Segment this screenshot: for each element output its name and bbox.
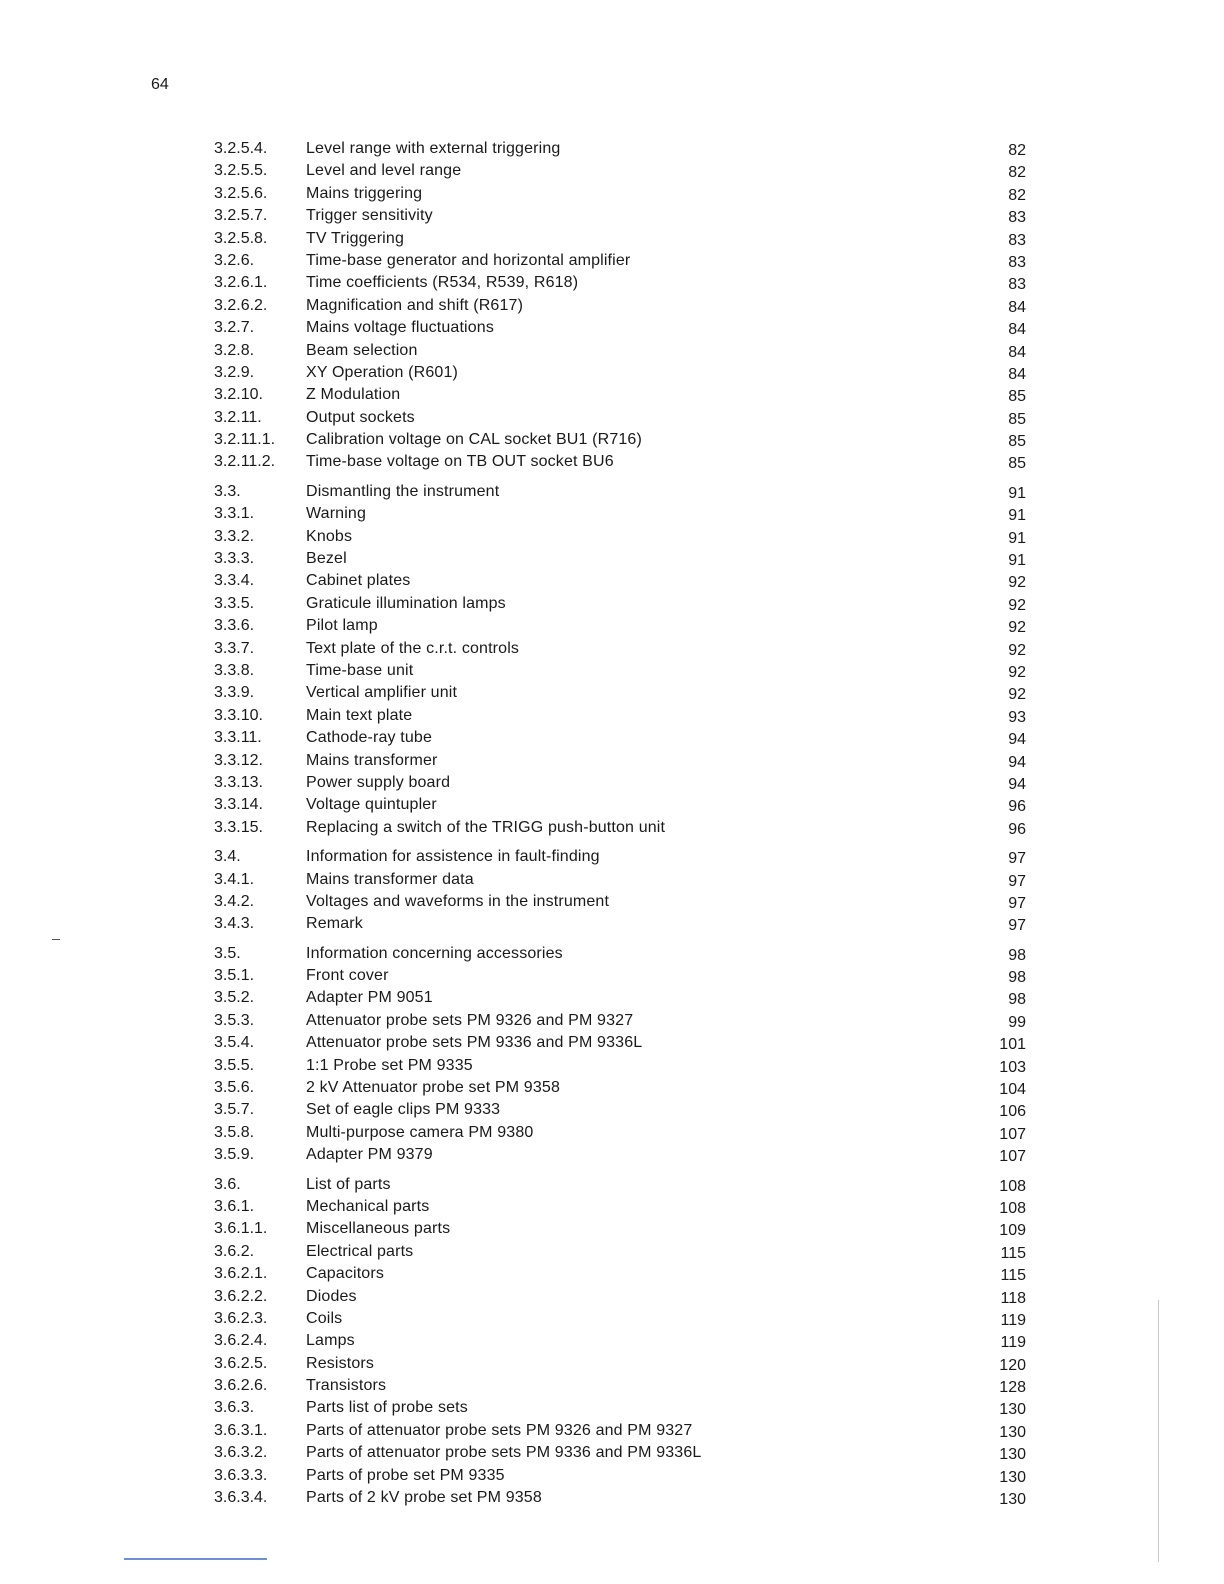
toc-entry-page: 130	[999, 1446, 1026, 1464]
toc-entry-title: Level and level range	[306, 162, 462, 180]
toc-entry-title: Voltage quintupler	[306, 796, 437, 814]
toc-entry-page: 107	[999, 1148, 1026, 1166]
toc-entry[interactable]	[214, 1286, 1026, 1308]
toc-entry-title: Z Modulation	[306, 386, 401, 404]
toc-entry-page: 109	[999, 1222, 1026, 1240]
toc-entry-number: 3.2.10.	[214, 386, 263, 404]
toc-entry[interactable]	[214, 1353, 1026, 1375]
toc-entry-title: Information for assistence in fault-finding	[306, 848, 600, 866]
toc-entry[interactable]	[214, 705, 1026, 727]
toc-entry-page: 85	[1008, 433, 1026, 451]
toc-entry[interactable]	[214, 138, 1026, 160]
toc-entry-number: 3.3.10.	[214, 706, 263, 724]
toc-entry[interactable]	[214, 272, 1026, 294]
toc-entry-title: Time-base unit	[306, 661, 414, 679]
toc-entry-title: Graticule illumination lamps	[306, 594, 506, 612]
toc-entry-page: 85	[1008, 455, 1026, 473]
toc-entry-number: 3.5.9.	[214, 1146, 255, 1164]
toc-entry-title: Adapter PM 9379	[306, 1146, 433, 1164]
toc-entry-page: 97	[1008, 850, 1026, 868]
toc-entry[interactable]	[214, 987, 1026, 1009]
toc-entry-title: Lamps	[306, 1332, 355, 1350]
toc-entry[interactable]	[214, 481, 1026, 503]
toc-entry[interactable]	[214, 1099, 1026, 1121]
toc-entry[interactable]	[214, 1465, 1026, 1487]
toc-entry[interactable]	[214, 228, 1026, 250]
toc-entry-page: 97	[1008, 917, 1026, 935]
toc-entry-number: 3.2.5.5.	[214, 162, 268, 180]
toc-entry-title: Multi-purpose camera PM 9380	[306, 1123, 534, 1141]
toc-entry-number: 3.3.	[214, 482, 241, 500]
toc-entry-number: 3.6.3.4.	[214, 1489, 268, 1507]
toc-entry[interactable]	[214, 451, 1026, 473]
toc-entry-number: 3.3.5.	[214, 594, 255, 612]
toc-entry-page: 92	[1008, 596, 1026, 614]
toc-entry-title: Information concerning accessories	[306, 944, 563, 962]
toc-entry-title: Mains triggering	[306, 184, 423, 202]
toc-section	[214, 943, 1026, 1167]
toc-entry-title: Cathode-ray tube	[306, 729, 433, 747]
toc-entry-number: 3.5.4.	[214, 1034, 255, 1052]
toc-entry-number: 3.2.11.2.	[214, 453, 276, 471]
toc-entry-title: Remark	[306, 915, 363, 933]
toc-entry-title: Electrical parts	[306, 1242, 414, 1260]
toc-entry-number: 3.6.	[214, 1175, 241, 1193]
toc-entry-title: Dismantling the instrument	[306, 482, 500, 500]
toc-entry-title: Trigger sensitivity	[306, 207, 433, 225]
toc-entry-page: 91	[1008, 552, 1026, 570]
toc-entry[interactable]	[214, 1218, 1026, 1240]
margin-line	[1158, 1300, 1159, 1562]
toc-entry-title: Main text plate	[306, 706, 413, 724]
toc-entry-title: Parts of 2 kV probe set PM 9358	[306, 1489, 542, 1507]
toc-entry-number: 3.6.2.	[214, 1242, 255, 1260]
toc-entry-number: 3.3.13.	[214, 773, 263, 791]
toc-entry-title: Set of eagle clips PM 9333	[306, 1101, 501, 1119]
toc-entry-page: 130	[999, 1401, 1026, 1419]
toc-entry-title: Parts of attenuator probe sets PM 9336 and PM 9336L	[306, 1444, 702, 1462]
toc-entry[interactable]	[214, 183, 1026, 205]
toc-entry-title: Transistors	[306, 1377, 387, 1395]
toc-entry-page: 92	[1008, 663, 1026, 681]
toc-entry[interactable]	[214, 727, 1026, 749]
toc-entry-page: 104	[999, 1081, 1026, 1099]
toc-entry[interactable]	[214, 750, 1026, 772]
toc-entry-page: 91	[1008, 507, 1026, 525]
toc-entry-page: 96	[1008, 798, 1026, 816]
toc-entry-number: 3.3.2.	[214, 527, 255, 545]
toc-entry[interactable]	[214, 638, 1026, 660]
toc-entry-number: 3.2.11.	[214, 408, 262, 426]
toc-entry-page: 92	[1008, 641, 1026, 659]
toc-entry-title: Vertical amplifier unit	[306, 684, 458, 702]
toc-entry-title: Time coefficients (R534, R539, R618)	[306, 274, 579, 292]
toc-entry-number: 3.6.2.1.	[214, 1265, 268, 1283]
toc-entry-page: 99	[1008, 1013, 1026, 1031]
toc-entry[interactable]	[214, 682, 1026, 704]
toc-entry[interactable]	[214, 407, 1026, 429]
toc-entry[interactable]	[214, 340, 1026, 362]
toc-entry[interactable]	[214, 846, 1026, 868]
toc-entry-number: 3.6.2.2.	[214, 1287, 268, 1305]
toc-entry-title: Parts of probe set PM 9335	[306, 1466, 505, 1484]
toc-entry-number: 3.5.2.	[214, 989, 255, 1007]
toc-entry-title: Front cover	[306, 967, 389, 985]
toc-entry[interactable]	[214, 548, 1026, 570]
toc-entry-page: 84	[1008, 365, 1026, 383]
toc-entry-page: 107	[999, 1125, 1026, 1143]
toc-entry[interactable]	[214, 1055, 1026, 1077]
toc-entry-number: 3.5.	[214, 944, 241, 962]
toc-entry[interactable]	[214, 384, 1026, 406]
toc-entry-page: 82	[1008, 186, 1026, 204]
toc-entry-title: TV Triggering	[306, 229, 404, 247]
toc-entry-page: 108	[999, 1177, 1026, 1195]
toc-entry-page: 101	[999, 1036, 1026, 1054]
toc-entry-page: 98	[1008, 991, 1026, 1009]
toc-entry-title: XY Operation (R601)	[306, 363, 458, 381]
toc-entry-page: 83	[1008, 253, 1026, 271]
toc-entry[interactable]	[214, 429, 1026, 451]
toc-entry-title: Level range with external triggering	[306, 140, 561, 157]
toc-entry[interactable]	[214, 891, 1026, 913]
toc-entry-number: 3.3.11.	[214, 729, 262, 747]
toc-entry-number: 3.3.15.	[214, 818, 263, 836]
toc-entry[interactable]	[214, 1330, 1026, 1352]
toc-entry[interactable]	[214, 772, 1026, 794]
toc-entry-page: 94	[1008, 775, 1026, 793]
toc-entry-title: Time-base voltage on TB OUT socket BU6	[306, 453, 614, 471]
toc-entry-title: Parts list of probe sets	[306, 1399, 468, 1417]
toc-entry[interactable]	[214, 317, 1026, 339]
margin-mark	[52, 939, 60, 940]
toc-entry-number: 3.3.1.	[214, 505, 255, 523]
toc-entry-page: 94	[1008, 753, 1026, 771]
toc-entry-page: 130	[999, 1423, 1026, 1441]
toc-entry-number: 3.2.6.2.	[214, 296, 268, 314]
toc-entry-page: 84	[1008, 343, 1026, 361]
toc-entry-title: Resistors	[306, 1354, 375, 1372]
toc-entry-title: Mains transformer data	[306, 870, 474, 888]
toc-entry[interactable]	[214, 593, 1026, 615]
toc-entry-page: 93	[1008, 708, 1026, 726]
toc-entry-title: Coils	[306, 1309, 343, 1327]
toc-entry-title: Voltages and waveforms in the instrument	[306, 892, 610, 910]
toc-entry-number: 3.6.1.	[214, 1197, 255, 1215]
toc-entry-number: 3.2.9.	[214, 363, 255, 381]
toc-entry-number: 3.6.2.3.	[214, 1309, 268, 1327]
toc-entry-title: Pilot lamp	[306, 617, 378, 635]
toc-entry-title: Parts of attenuator probe sets PM 9326 and PM 9327	[306, 1421, 693, 1439]
toc-section	[214, 481, 1026, 839]
toc-entry-title: Bezel	[306, 550, 347, 568]
toc-entry-page: 82	[1008, 142, 1026, 159]
toc-entry-number: 3.3.7.	[214, 639, 255, 657]
toc-entry-number: 3.6.1.1.	[214, 1220, 268, 1238]
toc-entry-number: 3.6.3.1.	[214, 1421, 268, 1439]
toc-entry[interactable]	[214, 1397, 1026, 1419]
toc-section	[214, 846, 1026, 936]
toc-entry-number: 3.5.1.	[214, 967, 255, 985]
toc-entry-title: Mains transformer	[306, 751, 438, 769]
toc-entry[interactable]	[214, 1263, 1026, 1285]
toc-entry-number: 3.4.1.	[214, 870, 255, 888]
toc-entry[interactable]	[214, 1174, 1026, 1196]
toc-entry-number: 3.6.3.	[214, 1399, 255, 1417]
toc-entry-page: 130	[999, 1468, 1026, 1486]
toc-entry-page: 98	[1008, 969, 1026, 987]
toc-entry-title: Warning	[306, 505, 367, 523]
toc-entry-number: 3.2.6.	[214, 251, 255, 269]
toc-entry[interactable]	[214, 362, 1026, 384]
toc-entry-page: 98	[1008, 946, 1026, 964]
toc-entry[interactable]	[214, 205, 1026, 227]
toc-entry-title: Capacitors	[306, 1265, 384, 1283]
toc-entry[interactable]	[214, 295, 1026, 317]
toc-entry-page: 91	[1008, 484, 1026, 502]
toc-entry-page: 83	[1008, 231, 1026, 249]
toc-entry[interactable]	[214, 250, 1026, 272]
table-of-contents	[214, 138, 1026, 1509]
toc-entry-title: Attenuator probe sets PM 9326 and PM 9327	[306, 1011, 634, 1029]
toc-entry-page: 82	[1008, 164, 1026, 182]
toc-entry-number: 3.3.3.	[214, 550, 255, 568]
toc-entry-number: 3.5.6.	[214, 1079, 255, 1097]
toc-entry-title: Diodes	[306, 1287, 357, 1305]
toc-entry-number: 3.4.2.	[214, 892, 255, 910]
toc-entry[interactable]	[214, 965, 1026, 987]
toc-entry-number: 3.2.6.1.	[214, 274, 268, 292]
toc-entry-title: Knobs	[306, 527, 353, 545]
toc-entry[interactable]	[214, 794, 1026, 816]
toc-entry-page: 84	[1008, 298, 1026, 316]
toc-entry-number: 3.4.3.	[214, 915, 255, 933]
toc-entry-number: 3.2.5.6.	[214, 184, 268, 202]
footer-rule	[124, 1558, 267, 1560]
toc-entry[interactable]	[214, 1196, 1026, 1218]
toc-entry-number: 3.6.3.2.	[214, 1444, 268, 1462]
toc-entry-number: 3.6.3.3.	[214, 1466, 268, 1484]
toc-entry-title: 2 kV Attenuator probe set PM 9358	[306, 1079, 560, 1097]
toc-section	[214, 138, 1026, 474]
toc-entry-number: 3.6.2.6.	[214, 1377, 268, 1395]
toc-entry-page: 108	[999, 1199, 1026, 1217]
toc-entry-page: 92	[1008, 619, 1026, 637]
toc-entry[interactable]	[214, 160, 1026, 182]
toc-entry-page: 119	[1000, 1311, 1026, 1329]
toc-entry[interactable]	[214, 943, 1026, 965]
toc-entry[interactable]	[214, 913, 1026, 935]
toc-entry[interactable]	[214, 660, 1026, 682]
toc-entry[interactable]	[214, 1144, 1026, 1166]
toc-entry[interactable]	[214, 1442, 1026, 1464]
toc-entry-page: 128	[999, 1379, 1026, 1397]
toc-entry[interactable]	[214, 1420, 1026, 1442]
toc-entry-title: List of parts	[306, 1175, 391, 1193]
toc-section	[214, 1174, 1026, 1510]
toc-entry-title: Mains voltage fluctuations	[306, 319, 495, 337]
toc-entry[interactable]	[214, 1032, 1026, 1054]
toc-entry-page: 118	[1000, 1289, 1026, 1307]
toc-entry-number: 3.3.4.	[214, 572, 255, 590]
toc-entry-number: 3.5.7.	[214, 1101, 255, 1119]
toc-entry[interactable]	[214, 1308, 1026, 1330]
toc-entry-title: Miscellaneous parts	[306, 1220, 451, 1238]
toc-entry[interactable]	[214, 570, 1026, 592]
toc-entry-page: 120	[999, 1356, 1026, 1374]
toc-entry-title: Text plate of the c.r.t. controls	[306, 639, 520, 657]
toc-entry-page: 85	[1008, 388, 1026, 406]
toc-entry[interactable]	[214, 526, 1026, 548]
toc-entry[interactable]	[214, 869, 1026, 891]
toc-entry-page: 92	[1008, 574, 1026, 592]
toc-entry-number: 3.2.7.	[214, 319, 255, 337]
toc-entry-page: 106	[999, 1103, 1026, 1121]
page-number: 64	[151, 76, 169, 93]
toc-entry-number: 3.3.6.	[214, 617, 255, 635]
toc-entry-number: 3.2.8.	[214, 341, 255, 359]
toc-entry-page: 84	[1008, 321, 1026, 339]
toc-entry-number: 3.3.8.	[214, 661, 255, 679]
toc-entry-number: 3.5.8.	[214, 1123, 255, 1141]
toc-entry-number: 3.6.2.5.	[214, 1354, 268, 1372]
toc-entry-page: 97	[1008, 872, 1026, 890]
toc-entry-page: 83	[1008, 209, 1026, 227]
toc-entry-title: Output sockets	[306, 408, 415, 426]
toc-entry-title: Mechanical parts	[306, 1197, 430, 1215]
toc-entry[interactable]	[214, 1375, 1026, 1397]
toc-entry-number: 3.5.3.	[214, 1011, 255, 1029]
toc-entry-page: 115	[1000, 1267, 1026, 1285]
toc-entry-number: 3.3.14.	[214, 796, 263, 814]
toc-entry[interactable]	[214, 615, 1026, 637]
toc-entry[interactable]	[214, 1241, 1026, 1263]
toc-entry-page: 119	[1000, 1334, 1026, 1352]
toc-entry-title: Calibration voltage on CAL socket BU1 (R716)	[306, 431, 642, 449]
toc-entry[interactable]	[214, 1077, 1026, 1099]
toc-entry-title: Time-base generator and horizontal amplifier	[306, 251, 631, 269]
toc-entry[interactable]	[214, 1122, 1026, 1144]
toc-entry-title: Beam selection	[306, 341, 418, 359]
toc-entry-page: 83	[1008, 276, 1026, 294]
toc-entry-page: 96	[1008, 820, 1026, 838]
toc-entry-page: 103	[999, 1058, 1026, 1076]
toc-entry-number: 3.2.5.8.	[214, 229, 268, 247]
toc-entry-title: Magnification and shift (R617)	[306, 296, 524, 314]
toc-entry-number: 3.6.2.4.	[214, 1332, 268, 1350]
toc-entry[interactable]	[214, 503, 1026, 525]
toc-entry-number: 3.3.9.	[214, 684, 255, 702]
toc-entry-page: 130	[999, 1491, 1026, 1509]
toc-entry-page: 85	[1008, 410, 1026, 428]
toc-entry-title: Power supply board	[306, 773, 451, 791]
toc-entry-number: 3.4.	[214, 848, 241, 866]
toc-entry-number: 3.5.5.	[214, 1056, 255, 1074]
toc-entry-page: 94	[1008, 731, 1026, 749]
toc-entry[interactable]	[214, 1487, 1026, 1509]
toc-entry-title: Cabinet plates	[306, 572, 411, 590]
toc-entry[interactable]	[214, 1010, 1026, 1032]
toc-entry-title: 1:1 Probe set PM 9335	[306, 1056, 473, 1074]
toc-entry-number: 3.2.5.4.	[214, 140, 268, 157]
toc-entry-number: 3.2.11.1.	[214, 431, 276, 449]
toc-entry-number: 3.3.12.	[214, 751, 263, 769]
toc-entry-page: 97	[1008, 894, 1026, 912]
toc-entry-page: 115	[1000, 1244, 1026, 1262]
toc-entry-title: Attenuator probe sets PM 9336 and PM 9336L	[306, 1034, 643, 1052]
toc-entry-page: 91	[1008, 529, 1026, 547]
toc-entry-page: 92	[1008, 686, 1026, 704]
toc-entry-number: 3.2.5.7.	[214, 207, 268, 225]
toc-entry-title: Adapter PM 9051	[306, 989, 433, 1007]
toc-entry-title: Replacing a switch of the TRIGG push-button unit	[306, 818, 666, 836]
toc-entry[interactable]	[214, 817, 1026, 839]
